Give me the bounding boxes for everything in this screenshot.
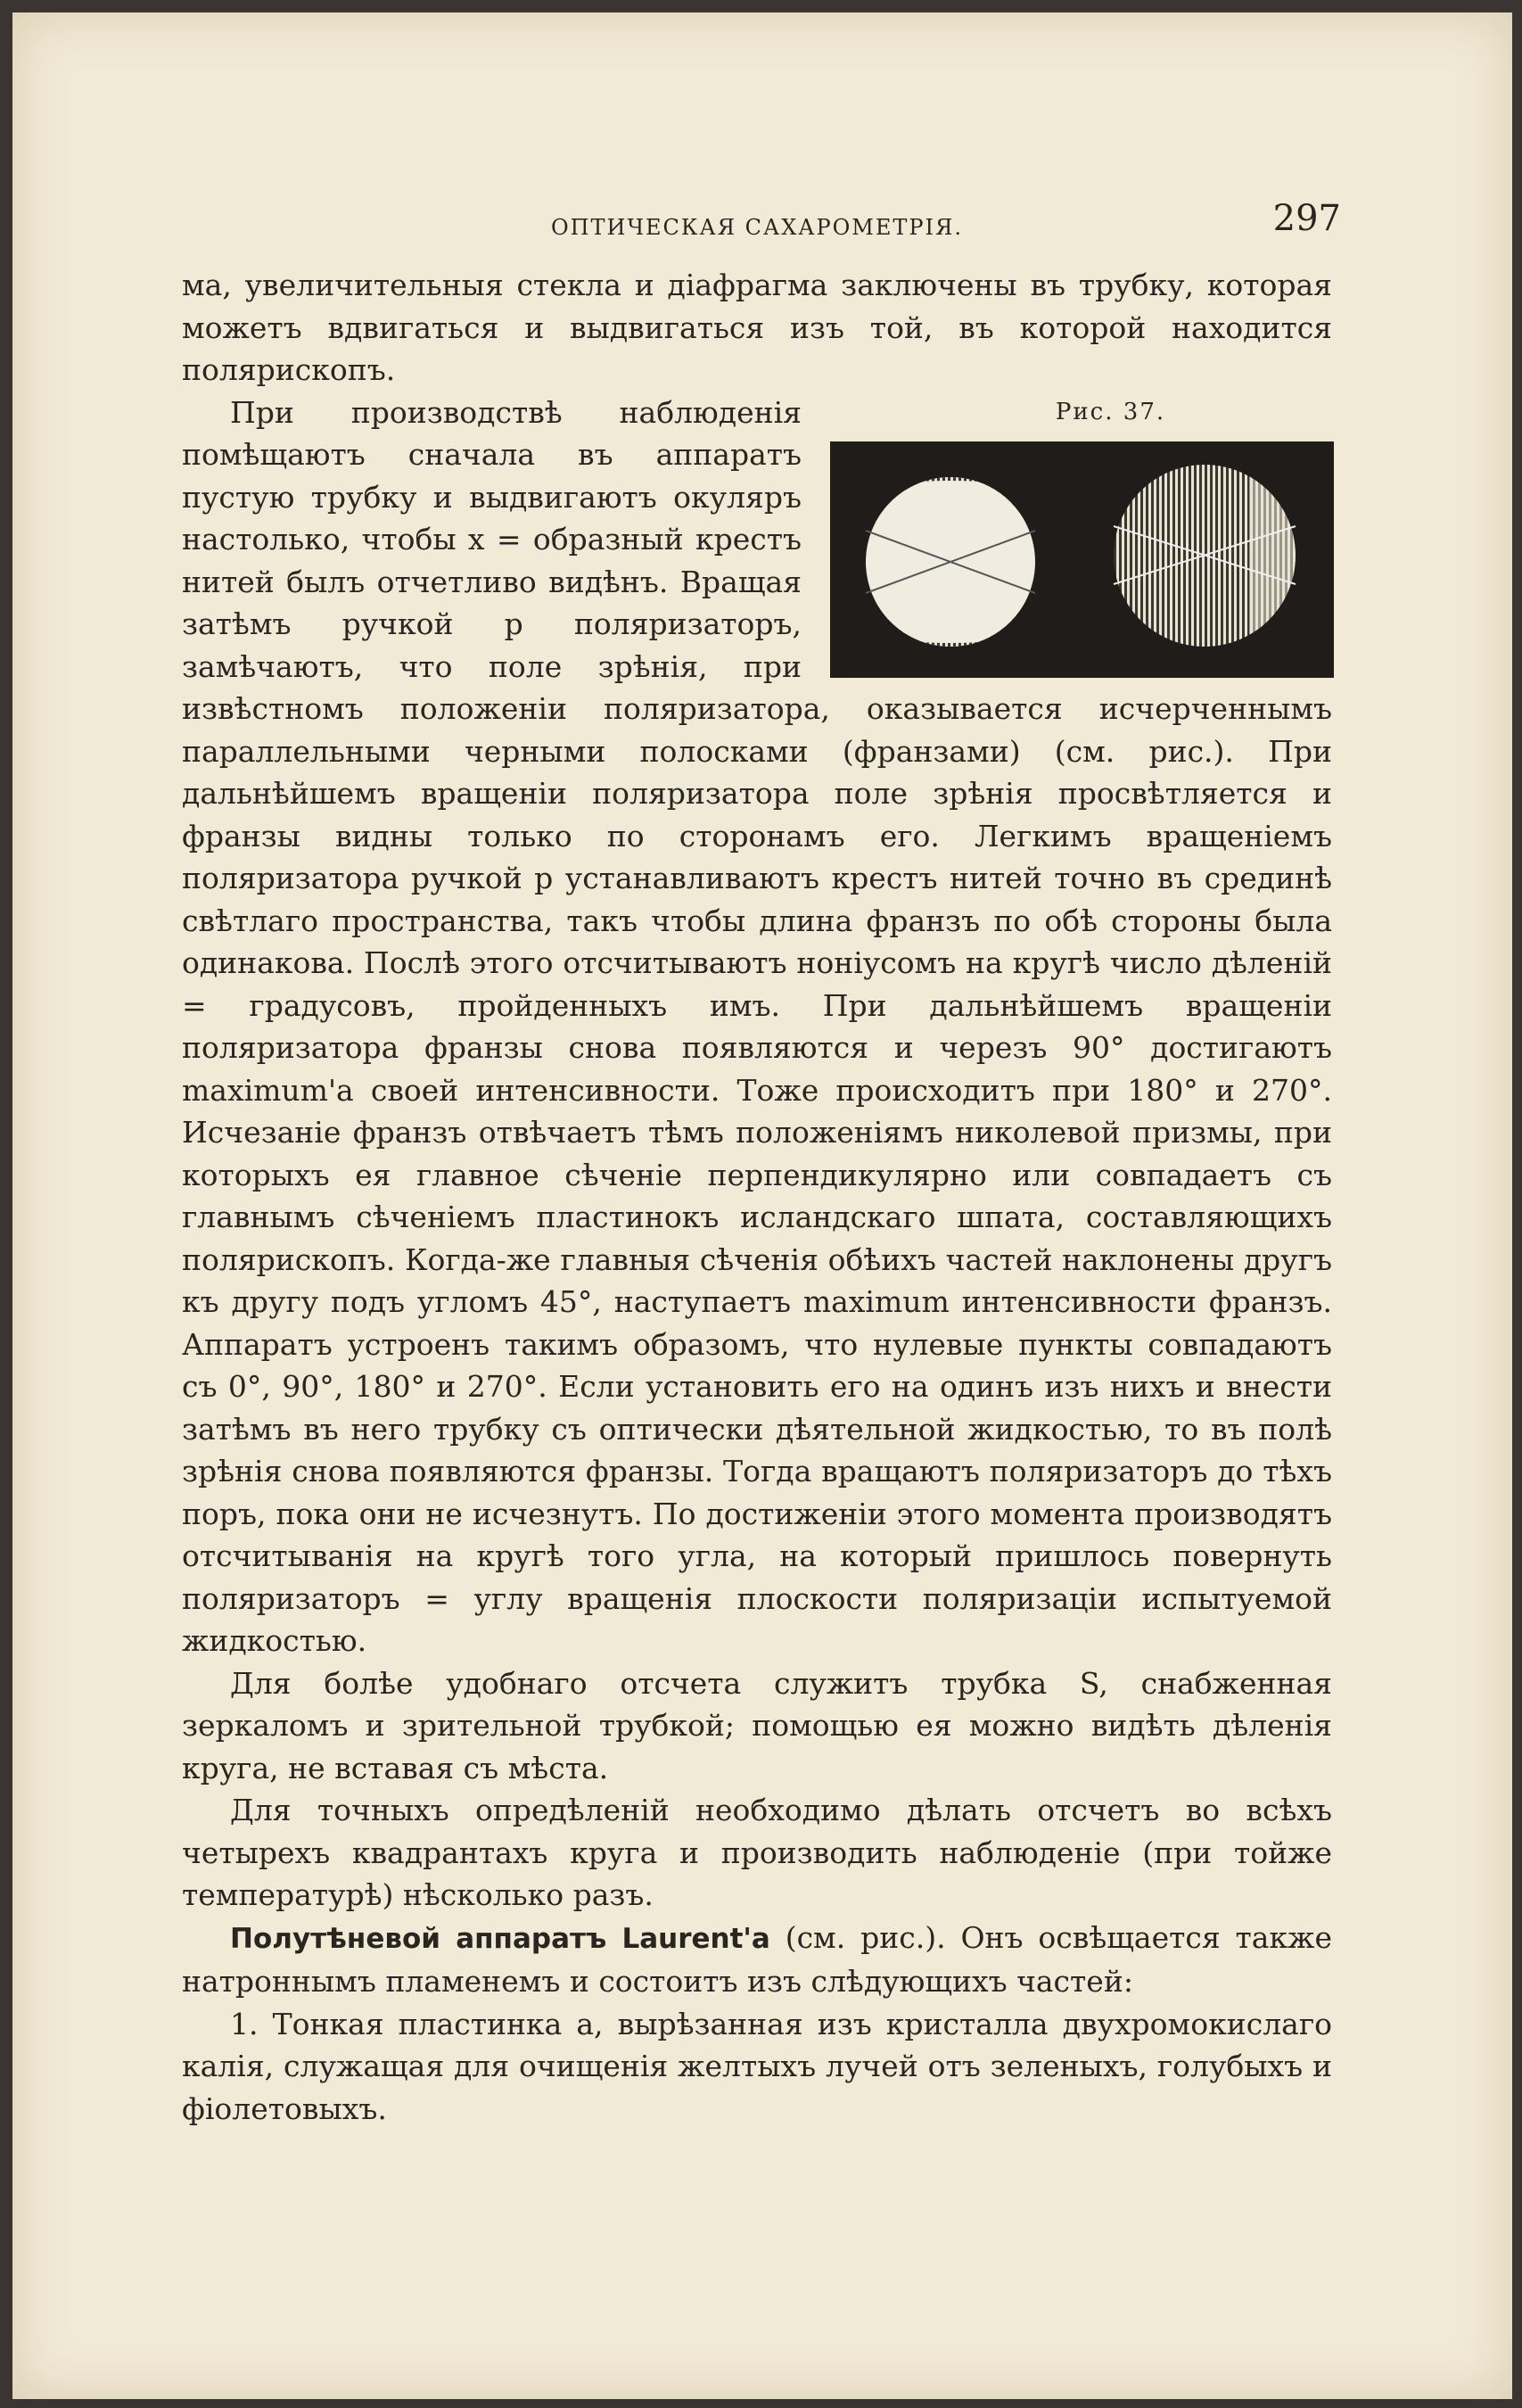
paragraph-laurent-apparatus (182, 1917, 1332, 2003)
laurent-apparatus-text: (см. рис.). Онъ освѣщается также натроннымъ пламенемъ и состоитъ изъ слѣдующихъ частей: (182, 1919, 1332, 1999)
page-header (182, 198, 1341, 244)
paragraph-observation (182, 392, 1332, 1662)
figure-caption: Рис. 37. (1055, 398, 1166, 425)
book-page (12, 12, 1512, 2399)
page-content (182, 198, 1341, 2130)
running-title: ОПТИЧЕСКАЯ САХАРОМЕТРІЯ. (550, 215, 964, 240)
figure-37 (821, 392, 1334, 678)
page-number: 297 (1272, 198, 1341, 239)
laurent-apparatus-term: Полутѣневой аппаратъ Laurent'a (230, 1922, 770, 1955)
paragraph-observation-text: При производствѣ наблюденія помѣщаютъ сначала въ аппаратъ пустую трубку и выдвигаютъ окуляръ настолько, чтобы x = образный крестъ нитей былъ отчетливо видѣнъ. Вращая затѣмъ ручкой p поляризаторъ, замѣчаютъ, что поле зрѣнія, при извѣстномъ положеніи поляризатора, оказывается исчерченнымъ параллельными черными полосками (франзами) (см. рис.). При дальнѣйшемъ вращеніи поляризатора поле зрѣнія просвѣтляется и франзы видны только по сторонамъ его. Легкимъ вращеніемъ поляризатора ручкой p устанавливаютъ крестъ нитей точно въ срединѣ свѣтлаго пространства, такъ чтобы длина франзъ по обѣ стороны была одинакова. Послѣ этого отсчитываютъ ноніусомъ на кругѣ число дѣленій = градусовъ, пройденныхъ имъ. При дальнѣйшемъ вращеніи поляризатора франзы снова появляются и черезъ 90° достигаютъ maximum'a своей интенсивности. Тоже происходитъ при 180° и 270°. Исчезаніе франзъ отвѣчаетъ тѣмъ положеніямъ николевой призмы, при которыхъ ея главное сѣченіе перпендикулярно или совпадаетъ съ главнымъ сѣченіемъ пластинокъ исландскаго шпата, составляющихъ полярископъ. Когда-же главныя сѣченія обѣихъ частей наклонены другъ къ другу подъ угломъ 45°, наступаетъ maximum интенсивности франзъ. Аппаратъ устроенъ такимъ образомъ, что нулевые пункты совпадаютъ съ 0°, 90°, 180° и 270°. Если установить его на одинъ изъ нихъ и внести затѣмъ въ него трубку съ оптически дѣятельной жидкостью, то въ полѣ зрѣнія снова появляются франзы. Тогда вращаютъ поляризаторъ до тѣхъ поръ, пока они не исчезнутъ. По достиженіи этого момента производятъ отсчитыванія на кругѣ того угла, на который пришлось повернуть поляризаторъ = углу вращенія плоскости поляризаціи испытуемой жидкостью. (182, 394, 1332, 1658)
paragraph-precise-measurements: Для точныхъ опредѣленій необходимо дѣлать отсчетъ во всѣхъ четырехъ квадрантахъ круга и производить наблюденіе (при тойже температурѣ) нѣсколько разъ. (182, 1793, 1332, 1912)
polariscope-fringes-illustration (830, 441, 1334, 678)
paragraph-reading-tube: Для болѣе удобнаго отсчета служитъ трубка S, снабженная зеркаломъ и зрительной трубкой; помощью ея можно видѣть дѣленія круга, не вставая съ мѣста. (182, 1665, 1332, 1785)
paragraph-continuation: ма, увеличительныя стекла и діафрагма заключены въ трубку, которая можетъ вдвигаться и выдвигаться изъ той, въ которой находится полярископъ. (182, 268, 1332, 387)
paragraph-item-1: 1. Тонкая пластинка a, вырѣзанная изъ кристалла двухромокислаго калія, служащая для очищенія желтыхъ лучей отъ зеленыхъ, голубыхъ и фіолетовыхъ. (182, 2006, 1332, 2126)
